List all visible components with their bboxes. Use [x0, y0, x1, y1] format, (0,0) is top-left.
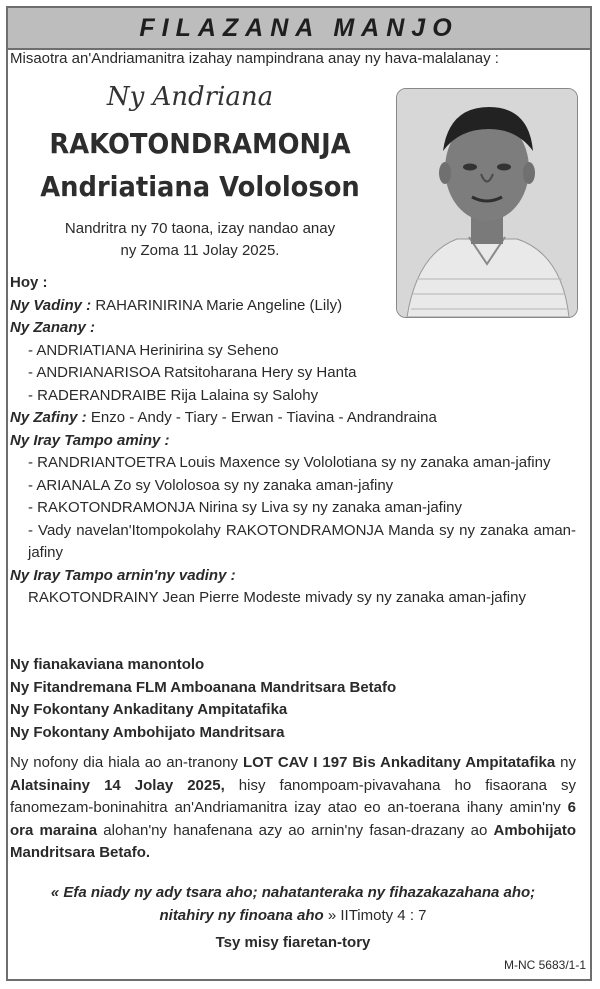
- zafiny-row: [10, 407, 576, 430]
- funeral-notice: [10, 752, 576, 865]
- deceased-firstnames: Andriatiana Vololoson: [40, 170, 360, 203]
- groups-list: [10, 654, 576, 744]
- death-line-2: ny Zoma 11 Jolay 2025.: [120, 242, 280, 259]
- closing-line: Tsy misy fiaretan-tory: [215, 934, 371, 951]
- notice-text: ny: [555, 754, 577, 771]
- death-info: [10, 218, 390, 262]
- zanany-item: - RADERANDRAIBE Rija Lalaina sy Salohy: [28, 386, 319, 404]
- notice-reference: M-NC 5683/1-1: [503, 958, 586, 972]
- zanany-item: - ANDRIANARISOA Ratsitoharana Hery sy Hanta: [28, 364, 357, 381]
- tampo-label: Ny Iray Tampo aminy :: [10, 431, 170, 449]
- notice-text: alohan'ny hanafenana azy ao arnin'ny fasan-drazany ao: [97, 821, 494, 839]
- notice-time: 6 ora maraina: [10, 799, 576, 839]
- notice-address: LOT CAV I 197 Bis Ankaditany Ampitatafika: [242, 754, 556, 771]
- group-item: Ny Fokontany Ankaditany Ampitatafika: [10, 701, 288, 718]
- family-list: [10, 272, 576, 610]
- tampo-item: - RANDRIANTOETRA Louis Maxence sy Vololotiana sy ny zanaka aman-jafiny: [28, 454, 551, 471]
- group-item: Ny Fokontany Ambohijato Mandritsara: [10, 723, 285, 741]
- zafiny-value: Enzo - Andy - Tiary - Erwan - Tiavina - Andrandraina: [90, 409, 437, 426]
- zanany-item: - ANDRIATIANA Herinirina sy Seheno: [28, 341, 279, 359]
- tampo-item: - ARIANALA Zo sy Vololosoa sy ny zanaka aman-jafiny: [28, 476, 394, 494]
- bible-quote: [10, 882, 576, 927]
- hoy-label: Hoy :: [10, 274, 48, 291]
- quote-line-1: « Efa niady ny ady tsara aho; nahatanteraka ny fihazakazahana aho;: [50, 884, 536, 901]
- quote-line-2: [10, 905, 576, 928]
- deceased-title: Ny Andriana: [106, 82, 274, 112]
- notice-text: hisy fanompoam-pivavahana ho fisaorana sy fanomezam-boninahitra an'Andriamanitra izay atao eo an-toerana ihany amin'ny: [10, 776, 576, 816]
- tampo-item: - RAKOTONDRAMONJA Nirina sy Liva sy ny zanaka aman-jafiny: [28, 499, 463, 516]
- tampo-vadiny-label: Ny Iray Tampo arnin'ny vadiny :: [10, 566, 236, 584]
- notice-header: FILAZANA MANJO: [8, 8, 590, 50]
- vadiny-value: RAHARINIRINA Marie Angeline (Lily): [95, 296, 343, 314]
- tampo-item: - Vady navelan'Itompokolahy RAKOTONDRAMONJA Manda sy ny zanaka aman-jafiny: [28, 521, 576, 561]
- vadiny-row: [10, 295, 576, 318]
- deceased-surname: RAKOTONDRAMONJA: [49, 127, 351, 160]
- tampo-vadiny-value: RAKOTONDRAINY Jean Pierre Modeste mivady sy ny zanaka aman-jafiny: [28, 589, 526, 606]
- group-item: Ny Fitandremana FLM Amboanana Mandritsara Betafo: [10, 678, 397, 696]
- notice-text: Ny nofony dia hiala ao an-tranony: [10, 754, 243, 771]
- intro-text: Misaotra an'Andriamanitra izahay nampindrana anay ny hava-malalanay :: [10, 50, 499, 67]
- notice-place: Ambohijato Mandritsara Betafo.: [10, 821, 576, 861]
- quote-reference: IITimoty 4 : 7: [340, 906, 427, 924]
- group-item: Ny fianakaviana manontolo: [10, 656, 205, 673]
- vadiny-label: Ny Vadiny :: [10, 296, 92, 314]
- notice-date: Alatsinainy 14 Jolay 2025,: [10, 776, 225, 794]
- zanany-label: Ny Zanany :: [10, 319, 96, 336]
- death-line-1: Nandritra ny 70 taona, izay nandao anay: [64, 220, 336, 237]
- quote-text: nitahiry ny finoana aho: [159, 906, 324, 924]
- zafiny-label: Ny Zafiny :: [10, 409, 87, 426]
- quote-close: »: [323, 906, 341, 924]
